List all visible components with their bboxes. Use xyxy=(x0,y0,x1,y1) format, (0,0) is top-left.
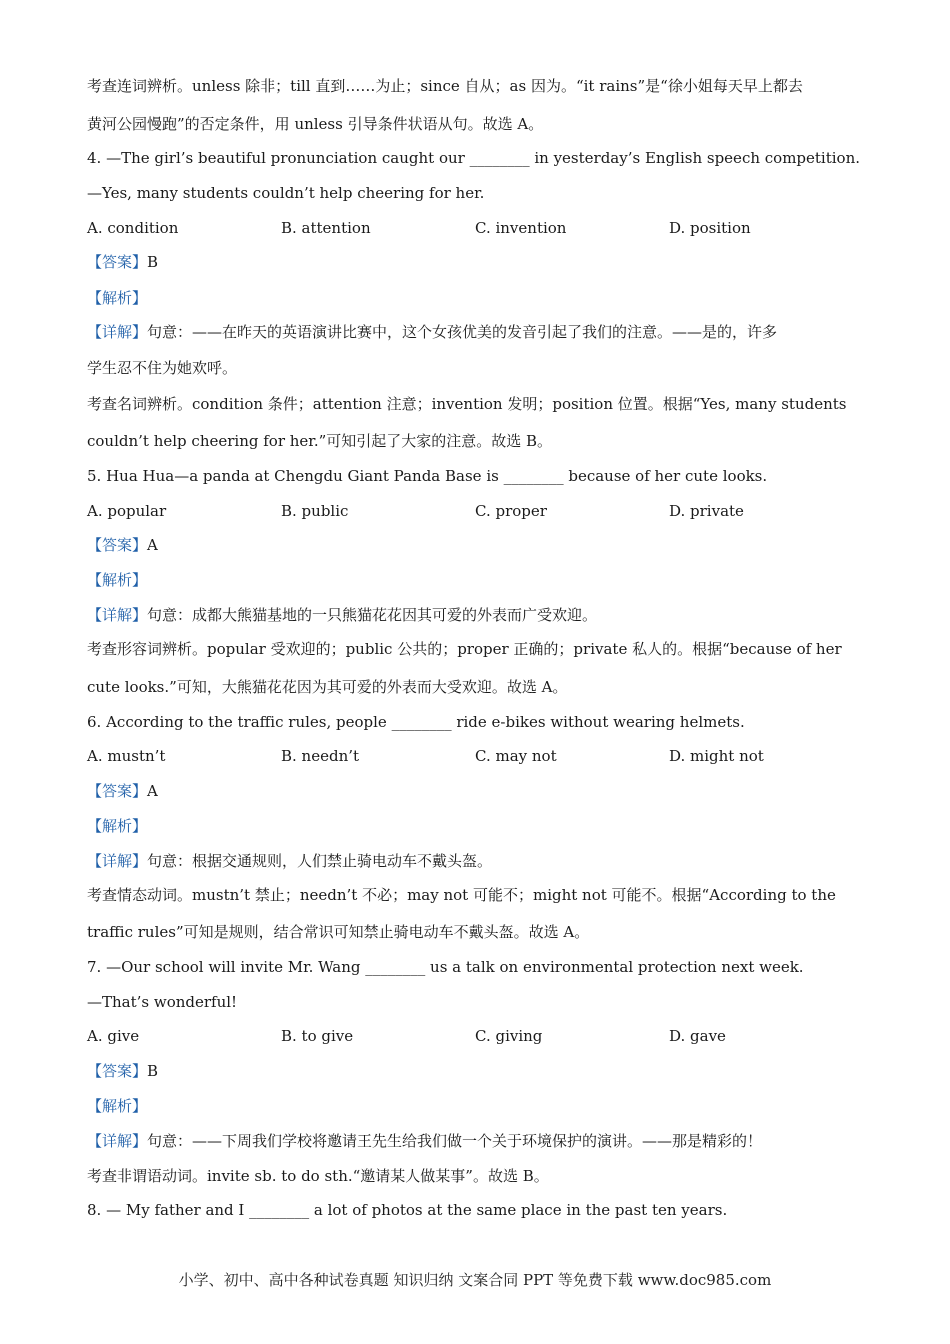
analysis-line xyxy=(87,816,147,836)
answer-tag: 【答案】 xyxy=(87,1062,148,1080)
analysis-line xyxy=(87,288,147,308)
option-c: C. invention xyxy=(475,219,567,237)
detail-text: 句意：——在昨天的英语演讲比赛中，这个女孩优美的发音引起了我们的注意。——是的，许多 xyxy=(147,323,778,341)
detail-tag: 【详解】 xyxy=(87,1132,148,1150)
answer-tag: 【答案】 xyxy=(87,253,148,271)
detail-text: couldn’t help cheering for her.”可知引起了大家的注意。故选 B。 xyxy=(87,432,553,450)
answer-value: A xyxy=(147,536,158,554)
detail-text: traffic rules”可知是规则，结合常识可知禁止骑电动车不戴头盔。故选 A。 xyxy=(87,923,590,941)
analysis-tag: 【解析】 xyxy=(87,817,148,835)
detail-text: 学生忍不住为她欢呼。 xyxy=(87,359,238,377)
option-d: D. position xyxy=(669,219,751,237)
detail-text: 考查非谓语动词。invite sb. to do sth.“邀请某人做某事”。故选 B。 xyxy=(87,1167,549,1185)
analysis-tag: 【解析】 xyxy=(87,571,148,589)
option-d: D. gave xyxy=(669,1027,726,1045)
answer-value: B xyxy=(147,1062,159,1080)
option-b: B. needn’t xyxy=(281,747,360,765)
detail-text: 考查形容词辨析。popular 受欢迎的；public 公共的；proper 正确的；private 私人的。根据“because of her xyxy=(87,640,842,658)
analysis-tag: 【解析】 xyxy=(87,289,148,307)
option-b: B. attention xyxy=(281,219,371,237)
option-c: C. proper xyxy=(475,502,547,520)
question-5-stem: 5. Hua Hua—a panda at Chengdu Giant Panda Base is ________ because of her cute looks. xyxy=(87,467,768,485)
analysis-line xyxy=(87,570,147,590)
answer-line xyxy=(87,252,158,272)
question-8-stem: 8. — My father and I ________ a lot of photos at the same place in the past ten years. xyxy=(87,1201,728,1219)
option-d: D. private xyxy=(669,502,744,520)
option-a: A. mustn’t xyxy=(87,747,166,765)
detail-text: 考查名词辨析。condition 条件；attention 注意；invention 发明；position 位置。根据“Yes, many students xyxy=(87,395,847,413)
detail-text: 考查情态动词。mustn’t 禁止；needn’t 不必；may not 可能不；might not 可能不。根据“According to the xyxy=(87,886,836,904)
detail-text: 句意：成都大熊猫基地的一只熊猫花花因其可爱的外表而广受欢迎。 xyxy=(147,606,598,624)
answer-line xyxy=(87,781,158,801)
detail-text: cute looks.”可知，大熊猫花花因为其可爱的外表而大受欢迎。故选 A。 xyxy=(87,678,568,696)
analysis-tag: 【解析】 xyxy=(87,1097,148,1115)
question-4-stem: 4. —The girl’s beautiful pronunciation caught our ________ in yesterday’s English speech competition. xyxy=(87,149,861,167)
option-c: C. may not xyxy=(475,747,557,765)
option-b: B. public xyxy=(281,502,349,520)
option-c: C. giving xyxy=(475,1027,543,1045)
option-b: B. to give xyxy=(281,1027,354,1045)
detail-line xyxy=(87,851,492,871)
detail-text: 句意：根据交通规则，人们禁止骑电动车不戴头盔。 xyxy=(147,852,493,870)
answer-tag: 【答案】 xyxy=(87,536,148,554)
option-d: D. might not xyxy=(669,747,764,765)
question-7-stem: 7. —Our school will invite Mr. Wang ________ us a talk on environmental protection next week. xyxy=(87,958,804,976)
intro-line: 考查连词辨析。unless 除非；till 直到……为止；since 自从；as 因为。“it rains”是“徐小姐每天早上都去 xyxy=(87,77,803,95)
detail-text: 句意：——下周我们学校将邀请王先生给我们做一个关于环境保护的演讲。——那是精彩的！ xyxy=(147,1132,763,1150)
answer-line xyxy=(87,1061,158,1081)
answer-tag: 【答案】 xyxy=(87,782,148,800)
option-a: A. give xyxy=(87,1027,140,1045)
option-a: A. popular xyxy=(87,502,167,520)
detail-tag: 【详解】 xyxy=(87,606,148,624)
analysis-line xyxy=(87,1096,147,1116)
question-6-stem: 6. According to the traffic rules, people ________ ride e-bikes without wearing helmets. xyxy=(87,713,745,731)
question-7-reply: —That’s wonderful! xyxy=(87,993,238,1011)
answer-line xyxy=(87,535,158,555)
detail-line xyxy=(87,1131,762,1151)
detail-line xyxy=(87,322,777,342)
detail-tag: 【详解】 xyxy=(87,852,148,870)
intro-line: 黄河公园慢跑”的否定条件，用 unless 引导条件状语从句。故选 A。 xyxy=(87,115,544,133)
detail-line xyxy=(87,605,597,625)
option-a: A. condition xyxy=(87,219,179,237)
detail-tag: 【详解】 xyxy=(87,323,148,341)
answer-value: A xyxy=(147,782,158,800)
question-4-reply: —Yes, many students couldn’t help cheering for her. xyxy=(87,184,485,202)
page-footer: 小学、初中、高中各种试卷真题 知识归纳 文案合同 PPT 等免费下载 www.doc985.com xyxy=(178,1271,772,1289)
answer-value: B xyxy=(147,253,159,271)
